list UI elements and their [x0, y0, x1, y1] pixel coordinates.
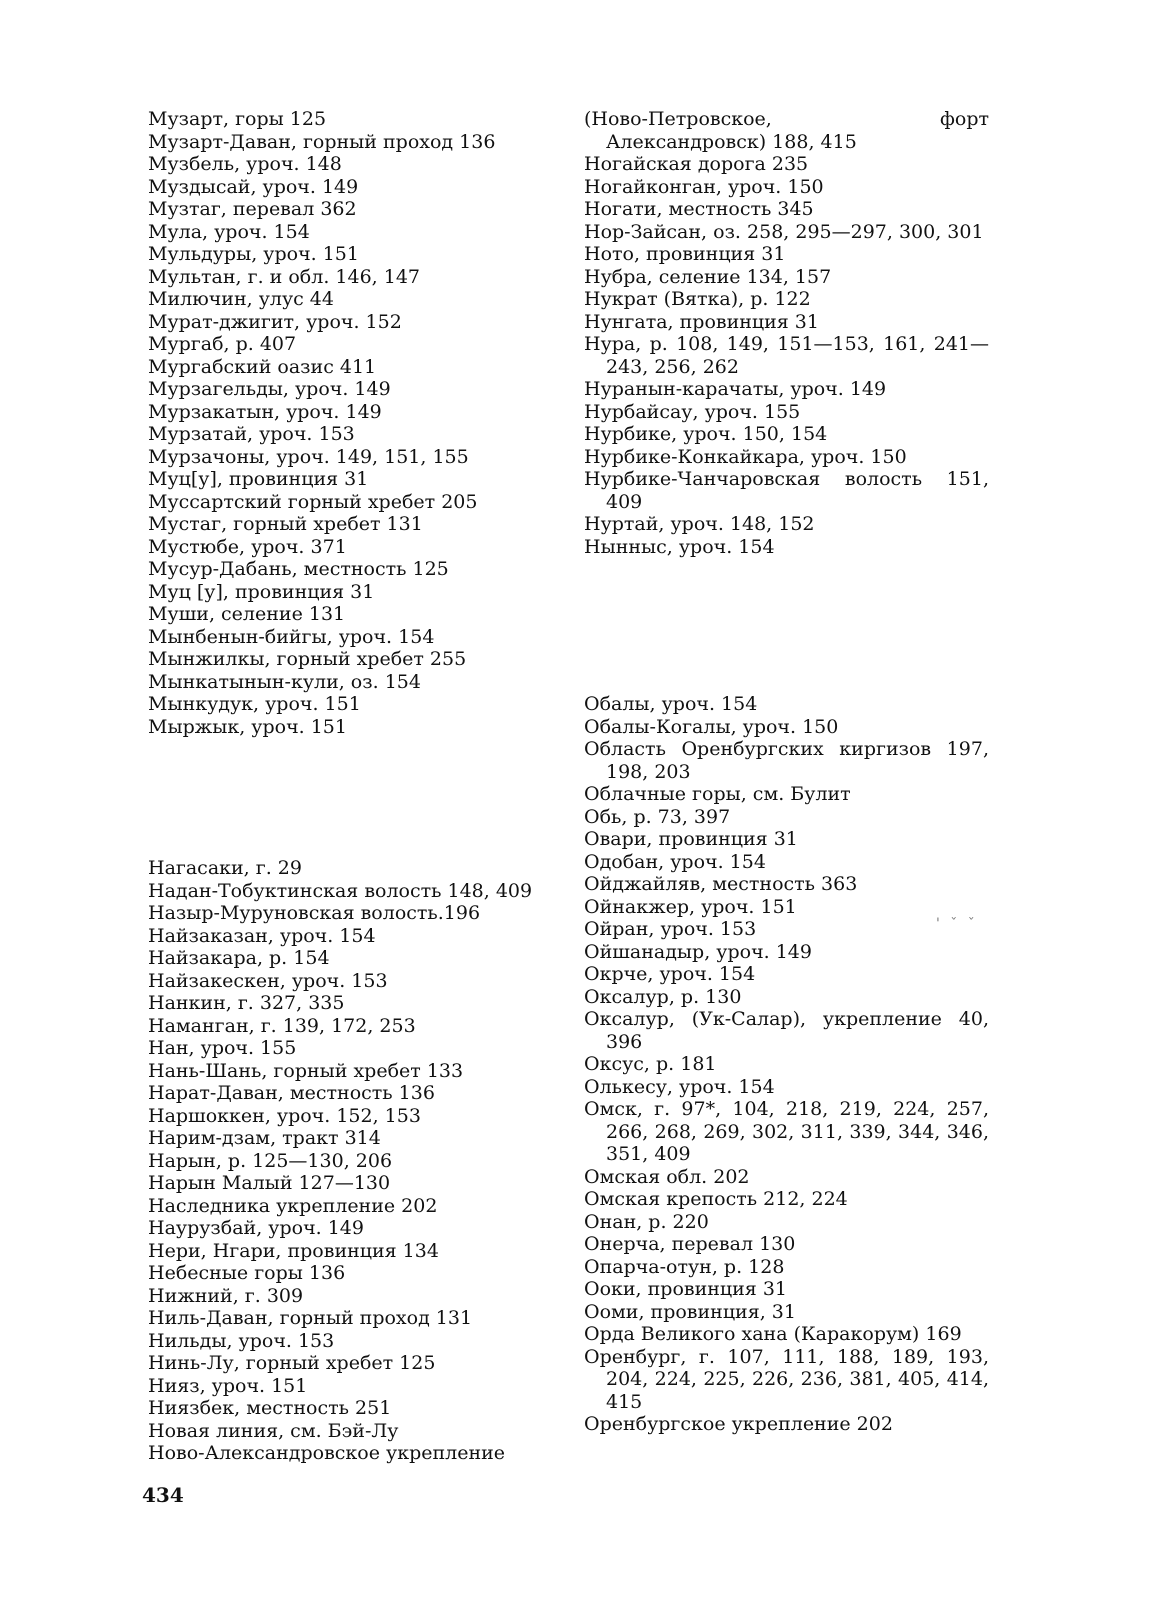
- index-entry: Нарат-Даван, местность 136: [148, 1082, 435, 1104]
- index-entry: Омская крепость 212, 224: [584, 1188, 848, 1210]
- index-entry: Найзакара, р. 154: [148, 947, 330, 969]
- index-entry: Нурбике-Чанчаровская волость 151, 409: [584, 468, 989, 513]
- index-entry: Нарим-дзам, тракт 314: [148, 1127, 381, 1149]
- index-entry: Ново-Александровское укрепление: [148, 1442, 506, 1464]
- index-entry: Нарын, р. 125—130, 206: [148, 1149, 393, 1172]
- index-entry: Мультан, г. и обл. 146, 147: [148, 265, 421, 288]
- index-entry: (Ново-Петровское, форт Александровск) 188, 415: [584, 108, 989, 153]
- index-entry: Оксус, р. 181: [584, 1053, 717, 1075]
- index-entry: Мынкатынын-кули, оз. 154: [148, 670, 421, 693]
- index-entry: Онерча, перевал 130: [584, 1233, 796, 1255]
- index-entry: Муссартский горный хребет 205: [148, 490, 478, 513]
- index-entry: Ногати, местность 345: [584, 198, 814, 220]
- index-entry: Нор-Зайсан, оз. 258, 295—297, 300, 301: [584, 220, 984, 243]
- index-entry: Мынбенын-бийгы, уроч. 154: [148, 625, 435, 648]
- index-entry: Муши, селение 131: [148, 603, 346, 625]
- index-entry: Обалы-Когалы, уроч. 150: [584, 715, 839, 738]
- index-entry: Нубра, селение 134, 157: [584, 265, 832, 288]
- index-entry: Нуранын-карачаты, уроч. 149: [584, 378, 887, 400]
- index-entry: Нурбике, уроч. 150, 154: [584, 423, 828, 445]
- index-entry: Музарт, горы 125: [148, 108, 327, 130]
- index-entry: Мурзачоны, уроч. 149, 151, 155: [148, 445, 469, 468]
- index-entry: Орда Великого хана (Каракорум) 169: [584, 1323, 962, 1345]
- index-entry: Наршоккен, уроч. 152, 153: [148, 1104, 421, 1127]
- index-entry: Нанкин, г. 327, 335: [148, 992, 345, 1014]
- index-entry: Обь, р. 73, 397: [584, 805, 731, 828]
- index-entry: Обалы, уроч. 154: [584, 693, 758, 715]
- index-entry: Мусур-Дабань, местность 125: [148, 558, 449, 580]
- index-entry: Ното, провинция 31: [584, 243, 786, 265]
- index-entry: Мурзагельды, уроч. 149: [148, 378, 391, 400]
- index-group-o: [584, 693, 989, 1436]
- index-entry: Нунгата, провинция 31: [584, 310, 819, 333]
- index-entry: Одобан, уроч. 154: [584, 850, 766, 873]
- index-entry: Ойран, уроч. 153: [584, 918, 757, 940]
- index-entry: Нильды, уроч. 153: [148, 1329, 335, 1352]
- index-entry: Мургаб, р. 407: [148, 333, 297, 355]
- index-entry: Ойнакжер, уроч. 151: [584, 895, 797, 918]
- index-entry: Мустаг, горный хребет 131: [148, 513, 423, 535]
- index-entry: Муздысай, уроч. 149: [148, 175, 359, 198]
- index-entry: Нинь-Лу, горный хребет 125: [148, 1352, 436, 1374]
- index-entry: Мульдуры, уроч. 151: [148, 243, 359, 265]
- index-entry: Мынжилкы, горный хребет 255: [148, 648, 467, 670]
- index-entry: Музбель, уроч. 148: [148, 153, 342, 175]
- index-entry: Нери, Нгари, провинция 134: [148, 1239, 439, 1262]
- index-entry: Нуртай, уроч. 148, 152: [584, 513, 815, 535]
- index-entry: Омская обл. 202: [584, 1165, 750, 1188]
- index-entry: Милючин, улус 44: [148, 288, 334, 310]
- index-entry: Ооки, провинция 31: [584, 1278, 788, 1300]
- index-entry: Ногайская дорога 235: [584, 153, 809, 175]
- index-entry: Ойшанадыр, уроч. 149: [584, 940, 812, 963]
- index-entry: Оренбург, г. 107, 111, 188, 189, 193, 204, 224, 225, 226, 236, 381, 405, 414, 415: [584, 1345, 989, 1413]
- index-entry: Мургабский оазис 411: [148, 355, 377, 378]
- index-entry: Нагасаки, г. 29: [148, 857, 302, 879]
- index-entry: Мыржык, уроч. 151: [148, 715, 347, 738]
- index-entry: Окрче, уроч. 154: [584, 963, 756, 985]
- index-entry: Муц [у], провинция 31: [148, 580, 375, 603]
- index-entry: Ооми, провинция, 31: [584, 1300, 796, 1323]
- index-entry: Мурзакатын, уроч. 149: [148, 400, 382, 423]
- index-entry: Найзаказан, уроч. 154: [148, 924, 376, 947]
- index-entry: Нынныс, уроч. 154: [584, 535, 775, 558]
- index-entry: Оренбургское укрепление 202: [584, 1413, 893, 1435]
- index-entry: Облачные горы, см. Булит: [584, 783, 851, 805]
- index-entry: Нан, уроч. 155: [148, 1037, 297, 1059]
- index-entry: Мула, уроч. 154: [148, 220, 310, 243]
- index-entry: Мурзатай, уроч. 153: [148, 423, 355, 445]
- index-group-n: [148, 857, 588, 1465]
- index-entry: Ниль-Даван, горный проход 131: [148, 1307, 473, 1329]
- index-entry: Новая линия, см. Бэй-Лу: [148, 1419, 399, 1442]
- print-speck: ' ˇ ˇ: [936, 916, 978, 932]
- index-entry: Надан-Тобуктинская волость 148, 409: [148, 879, 533, 902]
- index-entry: Ойджайляв, местность 363: [584, 873, 858, 895]
- index-entry: Оксалур, р. 130: [584, 985, 742, 1008]
- index-entry: Нурбайсау, уроч. 155: [584, 400, 801, 423]
- index-entry: Опарча-отун, р. 128: [584, 1255, 785, 1278]
- index-entry: Оксалур, (Ук-Салар), укрепление 40, 396: [584, 1008, 989, 1053]
- index-entry: Овари, провинция 31: [584, 828, 798, 850]
- index-entry: Найзакескен, уроч. 153: [148, 969, 388, 992]
- index-entry: Нукрат (Вятка), р. 122: [584, 288, 811, 310]
- index-entry: Ногайконган, уроч. 150: [584, 175, 824, 198]
- index-entry: Мурат-джигит, уроч. 152: [148, 310, 402, 333]
- index-entry: Ниязбек, местность 251: [148, 1397, 392, 1419]
- index-entry: Музарт-Даван, горный проход 136: [148, 130, 496, 153]
- index-entry: Нура, р. 108, 149, 151—153, 161, 241—243, 256, 262: [584, 333, 989, 378]
- index-entry: Омск, г. 97*, 104, 218, 219, 224, 257, 266, 268, 269, 302, 311, 339, 344, 346, 351, 409: [584, 1098, 989, 1165]
- index-entry: Олькесу, уроч. 154: [584, 1075, 775, 1098]
- index-entry: Наманган, г. 139, 172, 253: [148, 1014, 416, 1037]
- index-entry: Назыр-Муруновская волость.196: [148, 902, 481, 924]
- index-entry: Нияз, уроч. 151: [148, 1374, 308, 1397]
- index-entry: Муц[у], провинция 31: [148, 468, 369, 490]
- index-entry: Область Оренбургских киргизов 197, 198, 203: [584, 738, 989, 783]
- index-entry: Музтаг, перевал 362: [148, 198, 357, 220]
- index-entry: Нурбике-Конкайкара, уроч. 150: [584, 445, 907, 468]
- index-entry: Нижний, г. 309: [148, 1284, 304, 1307]
- index-entry: Нарын Малый 127—130: [148, 1172, 391, 1194]
- index-entry: Мынкудук, уроч. 151: [148, 693, 361, 715]
- index-group-n-continued: [584, 108, 989, 558]
- index-entry: Онан, р. 220: [584, 1210, 709, 1233]
- index-group-m: [148, 108, 588, 738]
- index-entry: Наследника укрепление 202: [148, 1194, 438, 1217]
- index-entry: Наурузбай, уроч. 149: [148, 1217, 364, 1239]
- index-entry: Мустюбе, уроч. 371: [148, 535, 347, 558]
- page-number: 434: [142, 1483, 184, 1507]
- index-entry: Нань-Шань, горный хребет 133: [148, 1059, 464, 1082]
- index-entry: Небесные горы 136: [148, 1262, 346, 1284]
